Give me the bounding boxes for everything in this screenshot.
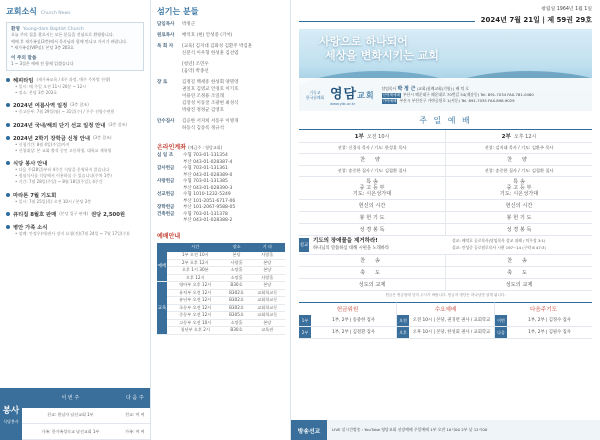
service-2-leader: 선창: 김지대 목사 / 기도: 김환주 목사	[445, 143, 592, 153]
staff-column	[151, 0, 291, 440]
staff-role	[157, 86, 182, 93]
schedule-cell: 사랑홀	[250, 274, 285, 282]
table-row	[157, 319, 285, 327]
staff-row	[151, 32, 290, 39]
service-col-next: 다 음 주	[119, 388, 151, 408]
fellowship-2: 성도의 교제	[445, 279, 592, 290]
schedule-cell: 유치부 오전 12시	[167, 289, 223, 297]
bullet-icon	[6, 161, 10, 165]
account-number: 수협 703-01-131385	[183, 179, 228, 184]
news-title: 2024년 국내/해외 단기 선교 일정 안내	[13, 122, 106, 129]
account-number: 부산 043-01-028389-0	[183, 172, 233, 178]
news-title: 헤피타임	[13, 78, 34, 84]
schedule-cell: 본당	[250, 259, 285, 267]
schedule-cell: 소망홀	[223, 267, 249, 275]
staff-role	[157, 61, 182, 68]
church-identity	[299, 78, 592, 111]
praise-1: 찬 양	[360, 157, 384, 163]
schedule-cell: 교회학교동	[250, 304, 285, 312]
table-row	[157, 274, 285, 282]
staff-row	[151, 93, 290, 100]
schedule-cell: 청년부 오후 2시	[167, 327, 223, 335]
news-head	[6, 134, 144, 142]
special-song-1: 특 송 중 고 등 부 기도: 시온성가대	[352, 179, 392, 197]
bullet-icon	[6, 123, 10, 127]
news-head	[6, 121, 144, 129]
table-row	[157, 327, 285, 335]
staff-names: [교육] 김지대 김화성 김환주 박김훈	[182, 44, 253, 49]
table-row	[157, 282, 285, 290]
service-2-choir: 선창: 송중한 집사 / 기도: 김철환 집사	[445, 166, 592, 176]
table-row: 가족: 한가족성숙교 남선교회 1부 가족: 여 여	[22, 424, 151, 440]
ministry-grid	[299, 302, 592, 339]
next-week-prayer: 다음주기도 이번 1부, 2부 | 김정수 집사 다음 1부, 2부 | 김필수 집사	[494, 302, 592, 339]
staff-names: 박광진 정정균 김영호	[182, 108, 224, 113]
schedule-cell: 소망홀	[223, 319, 249, 327]
staff-names: 하동식 김송록 정규석	[182, 126, 224, 131]
table-row	[157, 267, 285, 275]
schedule-cell: 중등부 오전 12시	[167, 312, 223, 320]
account-number: 부산 101-2051-6717-06	[183, 198, 236, 204]
schedule-table	[157, 243, 285, 335]
list-item: 이번 1부, 2부 | 김정수 집사	[495, 315, 592, 327]
news-item	[0, 101, 150, 115]
sermon-detail: 설교: 배억호 공로목사(담임목사 설교 위해 / 의무장 3:1) 설교: 안성중 공로원로목사 시편 197~14 (구약 8 47:3)	[452, 238, 546, 250]
schedule-cell: 교육관	[250, 327, 285, 335]
news-item	[0, 210, 150, 218]
schedule-cell: 소망홀	[223, 274, 249, 282]
schedule-cell: 1부 오전 10시	[167, 252, 223, 260]
schedule-cell: 2부 오후 12시	[167, 259, 223, 267]
news-detail: • 중고등부: 7월 29일(월) ~ 31일(수) / 무주 선양수련원	[15, 109, 115, 115]
staff-names: 김정길 백세흥 한성회 양명영	[182, 80, 239, 85]
table-row: 친교: 원남자 남선교회 1부 친교: 여 여	[22, 408, 151, 424]
news-detail: • 점심식사를 식당에서 이용하실 수 있습니다(주차 1층)	[15, 173, 112, 179]
account-number: 수협 703-01-131354	[183, 153, 228, 158]
sermon-title: 기도의 장애물을 제거하라! 하나님의 말씀하심 대해 시편을 노래하라	[313, 238, 390, 251]
news-title: 2024년 여름사역 일정	[13, 103, 68, 110]
news-note: (3층 참조)	[108, 121, 127, 127]
schedule-cell: B30호	[223, 282, 249, 290]
schedule-cell: 유년부 오전 12시	[167, 297, 223, 305]
account-number: 부산 101-2067-9588-05	[183, 205, 236, 210]
service-col-this: 이 번 주	[22, 388, 119, 408]
staff-names: [음악] 박종선	[182, 69, 209, 74]
account-type: 장학헌금	[157, 205, 175, 210]
schedule-cell: 오후 1시 30분	[167, 267, 223, 275]
staff-role: 안수집사	[157, 119, 175, 124]
staff-row	[151, 21, 290, 28]
service-block	[0, 388, 151, 440]
church-logo: 영담교회	[330, 87, 375, 102]
staff-role	[157, 93, 182, 100]
table-row	[157, 289, 285, 297]
schedule-cell: 본당	[250, 319, 285, 327]
staff-row	[151, 61, 290, 68]
denomination: 기독교 한국침례회	[305, 89, 325, 100]
news-detail: • 신청기간: 8월 4일(주일)까지	[15, 141, 70, 147]
schedule-cell: B305호	[223, 312, 249, 320]
staff-row	[151, 107, 290, 114]
schedule-cell: 사랑홀	[223, 259, 249, 267]
staff-row	[151, 100, 290, 107]
special-song-2: 특 송 중 고 등 부 기도: 시온성가대	[445, 177, 592, 199]
bullet-icon	[6, 136, 10, 140]
praise-2: 찬 양	[445, 154, 592, 165]
schedule-cell: 교회학교동	[250, 297, 285, 305]
schedule-category: 예배	[157, 252, 167, 282]
schedule-cell: B302호	[223, 289, 249, 297]
schedule-cell: 사랑홀	[250, 252, 285, 260]
staff-names: 이용연 조정용 조일래	[182, 94, 224, 99]
staff-role	[157, 100, 182, 107]
staff-group	[151, 61, 290, 75]
staff-row	[151, 125, 290, 132]
service-1-leader: 선창: 신경식 목사 / 기도: 한성훈 목사	[337, 145, 407, 150]
account-type	[157, 218, 183, 225]
prayer-1: 봉 헌 기 도	[359, 215, 385, 221]
staff-group	[151, 79, 290, 114]
staff-row	[151, 79, 290, 86]
staff-list	[151, 21, 290, 132]
schedule-col: 기 타	[250, 243, 285, 252]
news-head	[6, 191, 144, 199]
reading-2: 성 경 봉 독	[445, 224, 592, 235]
staff-role	[157, 68, 182, 75]
staff-names: 신분식 이우형 한성훈 김선엽	[182, 51, 239, 56]
news-detail: • 기간: 7월 28일(주일) ~ 8월 18일(주일), 4주간	[15, 179, 103, 185]
sermon-box: 설교 기도의 장애물을 제거하라! 하나님의 말씀하심 대해 시편을 노래하라 설교: 배억호 공로목사(담임목사 설교 위해 / 의무장 3:1) 설교: 안성중 공로원로목사 시편 197~14 (구약 8 47:3)	[299, 236, 592, 255]
verse-head: 이 주의 말씀	[11, 55, 37, 61]
staff-role	[157, 50, 182, 57]
staff-row	[151, 86, 290, 93]
schedule-cell: 본당	[250, 282, 285, 290]
benediction-1: 축 도	[360, 270, 384, 276]
news-item	[0, 134, 150, 154]
staff-row	[151, 43, 290, 50]
bullet-icon	[6, 193, 10, 197]
staff-role: 목 회 자	[157, 44, 174, 49]
account-number: 부산 043-01-028390-3	[183, 185, 233, 191]
staff-row	[151, 68, 290, 75]
table-row	[157, 304, 285, 312]
news-column	[0, 0, 151, 440]
staff-group	[151, 32, 290, 39]
church-url[interactable]: www.ydc.or.kr	[330, 102, 356, 106]
news-item	[0, 223, 150, 237]
list-item: 오전 오전 10시 | 본당, 권귀련 권사 / 교회학교	[397, 315, 494, 327]
staff-role: 장 로	[157, 80, 168, 85]
schedule-cell: B302호	[223, 297, 249, 305]
account-row	[151, 218, 290, 225]
broadcast-text[interactable]: LIVE 실시간방송 : YouTube 영담교회 선장예배 주일예배 1부 오전 10시00 2부 낮 12시00	[332, 427, 488, 432]
schedule-cell: 고등부 오전 10시	[167, 319, 223, 327]
schedule-col-blank	[157, 243, 167, 252]
schedule-cell: 오후 12시	[167, 274, 223, 282]
welcome-line: 오늘 주의 집을 찾으시는 모든 분들을 진심으로 환영합니다.	[11, 32, 114, 37]
schedule-col: 장소	[223, 243, 249, 252]
staff-row	[151, 50, 290, 57]
hymn-1: 찬 송	[360, 258, 384, 264]
list-item: 다음 1부, 2부 | 김필수 집사	[495, 327, 592, 339]
news-detail: • 일시: 7월 25일(목) 오전 10시 / 본당 2층	[15, 198, 92, 204]
news-item	[0, 76, 150, 96]
hymn-2: 찬 송	[445, 255, 592, 266]
welcome-box	[6, 22, 144, 71]
news-note: (3층 참조)	[70, 102, 89, 108]
staff-names: 배억호 (현) 안성중 (기어)	[182, 33, 233, 38]
banner-slogan: 사랑으로 하나되어 세상을 변화시키는 교회	[319, 35, 439, 62]
account-number: 수협 703-01-131378	[183, 211, 228, 217]
staff-role: 담임목사	[157, 22, 175, 27]
worship-order	[299, 129, 592, 291]
account-number: 수협 703-01-131361	[183, 166, 228, 171]
news-detail: • 다음 주(28일)부터 4주간 식당을 운영하지 않습니다	[15, 167, 110, 173]
news-title: 2024년 2학기 장학금 신청 안내	[13, 135, 90, 142]
staff-role	[157, 125, 182, 132]
news-note: (본당 입구 판매)	[59, 210, 89, 216]
staff-group	[151, 43, 290, 57]
staff-row	[151, 118, 290, 125]
news-item	[0, 121, 150, 129]
church-info: 담임목사 박 정 근 (교회)침례교회(기원) | 배 억 호 선명제예배 부산시 해운대구 해운대로 70번길 34(재송동) Tel. 891-7034 FAX.781-0480 가야예배 부산시 부산진구 가야공원로 1(서동) Tel. 891-7035 FAX.898-9029	[381, 85, 534, 103]
news-title: 병안 가족 소식	[13, 224, 48, 231]
table-row	[157, 259, 285, 267]
list-item: 1부 1부, 2부 | 송중한 집사	[299, 315, 396, 327]
bulletin-front	[291, 0, 600, 440]
staff-names: 권일호 김영교 안경호 이기호	[182, 87, 239, 92]
schedule-cell: 초등부 오전 12시	[167, 304, 223, 312]
bullet-icon	[6, 225, 10, 229]
schedule-cell: 교회학교동	[250, 312, 285, 320]
table-row	[157, 252, 285, 260]
news-list	[0, 76, 150, 237]
news-title: 식당 봉사 안내	[13, 161, 48, 168]
news-header	[0, 0, 150, 19]
account-number: 부산 043-01-028387-4	[183, 159, 233, 165]
schedule-category: 교육	[157, 282, 167, 335]
schedule-cell: 본당	[250, 267, 285, 275]
account-number: 부산 043-01-028388-2	[183, 218, 233, 223]
account-type: 감사헌금	[157, 166, 175, 171]
staff-names: [청년] 조민우	[182, 62, 209, 67]
news-detail: • 일시: 매 주일 오전 11시 20분 ~ 12시	[15, 84, 87, 89]
news-note: (3층 참조)	[92, 134, 112, 140]
offering-2: 헌신의 시간	[445, 200, 592, 211]
staff-names: 박정근	[182, 22, 196, 27]
reading-1: 성 경 봉 독	[359, 227, 385, 233]
account-number: 수협 1010-1232-5249	[183, 192, 231, 197]
church-banner	[299, 29, 592, 111]
news-title: 큐티집 8월호 판매	[13, 211, 57, 218]
offering-committee: 헌금위원 1부 1부, 2부 | 송중한 집사 2부 1부, 2부 | 김철환 집사	[299, 302, 396, 339]
list-item: 오후 오후 10시 | 본당, 한성회 권사 / 교회학교	[397, 327, 494, 339]
worship-title: 주 일 예 배	[419, 116, 472, 125]
wednesday-service: 수요예배 오전 오전 10시 | 본당, 권귀련 권사 / 교회학교 오후 오후 10시 | 본당, 한성회 권사 / 교회학교	[396, 302, 494, 339]
service-2-head: 2부 오후 12시	[445, 130, 592, 142]
bullet-icon	[6, 78, 10, 82]
news-item	[0, 159, 150, 186]
service-table	[22, 388, 151, 440]
fellowship-1: 성도의 교제	[358, 282, 386, 288]
news-detail: • 장소: 본당 3층 203호	[15, 90, 58, 96]
list-item: 2부 1부, 2부 | 김철환 집사	[299, 327, 396, 339]
staff-group	[151, 21, 290, 28]
news-title: 교회소식	[6, 7, 37, 16]
news-title: 마라톤 7월 기도회	[13, 192, 57, 199]
prayer-2: 봉 헌 기 도	[445, 212, 592, 223]
benediction-2: 축 도	[445, 267, 592, 278]
news-detail: • 장례: 안정우(여)권사 장지 요청(진)(7월 24일 ~ 7월 17일(수))	[15, 230, 130, 236]
welcome-head: 환영 Young-dam Baptist Church	[11, 27, 84, 32]
staff-names: 김장성 이동굴 조광현 최성식	[182, 101, 239, 106]
offering-note: 헌금은 헌금함에 넣어 주시기 바랍니다. 헌금자 명단은 하나님만 알게 됩니다.	[385, 293, 506, 297]
news-head	[6, 76, 144, 84]
offering-1: 헌신의 시간	[358, 203, 386, 209]
service-1-choir: 선창: 송중한 집사 / 기도: 김철환 집사	[337, 168, 407, 173]
news-head	[6, 223, 144, 231]
news-note: (새가족교육 / 4주 과정, 매주 주차별 진행)	[36, 77, 111, 82]
news-extra: 권당 2,500원	[91, 211, 126, 218]
schedule-cell: 영아부 오후 12시	[167, 282, 223, 290]
online-account-title: 온라인계좌 (예금주 : 영담교회)	[157, 144, 223, 151]
broadcast-label: 방송선교	[291, 420, 327, 440]
bullet-icon	[6, 212, 10, 216]
broadcast-bar	[291, 420, 600, 440]
founded-line: 창립일 1964년 1월 1일	[541, 7, 592, 12]
issue-date: 2024년 7월 21일 | 제 59권 29호	[291, 12, 600, 29]
account-type: 십 일 조	[157, 153, 174, 158]
news-title-en: Church News	[40, 11, 71, 16]
account-type: 사랑헌금	[157, 179, 175, 184]
schedule-cell: B302호	[223, 304, 249, 312]
account-type: 선교헌금	[157, 192, 175, 197]
news-head	[6, 210, 144, 218]
account-list	[151, 153, 290, 225]
schedule-cell: 교회학교동	[250, 289, 285, 297]
verse-text: 1 ~ 3절은 예배 전 함께 읽겠습니다	[11, 60, 74, 66]
staff-role: 원로목사	[157, 33, 175, 38]
schedule-col: 시간	[167, 243, 223, 252]
schedule-cell: B30호	[223, 327, 249, 335]
staff-title: 섬기는 분들	[157, 7, 199, 16]
news-detail: • 신청대상: 본 교회 출석 중인 고등학생, 대학교 재학생	[15, 147, 112, 153]
staff-role	[157, 107, 182, 114]
account-type: 건축헌금	[157, 211, 175, 217]
table-row	[157, 312, 285, 320]
news-item	[0, 191, 150, 205]
service-label: 봉사 식당봉사	[0, 388, 22, 440]
bullet-icon	[6, 103, 10, 107]
news-head	[6, 159, 144, 167]
welcome-line: 예배 후 새가족실(3층)에서 목사님과 함께 만나고 가시기 바랍니다.	[11, 38, 128, 44]
welcome-line: * 새가족실(VIP실): 본당 3층 203호	[11, 45, 74, 50]
table-row	[157, 297, 285, 305]
service-1-head: 1부 오전 10시	[354, 133, 390, 140]
staff-names: 김응한 서지희 서동우 이병개	[182, 119, 239, 124]
schedule-title: 예배안내	[157, 232, 181, 240]
schedule-cell: 본당	[223, 252, 249, 260]
staff-group	[151, 118, 290, 132]
